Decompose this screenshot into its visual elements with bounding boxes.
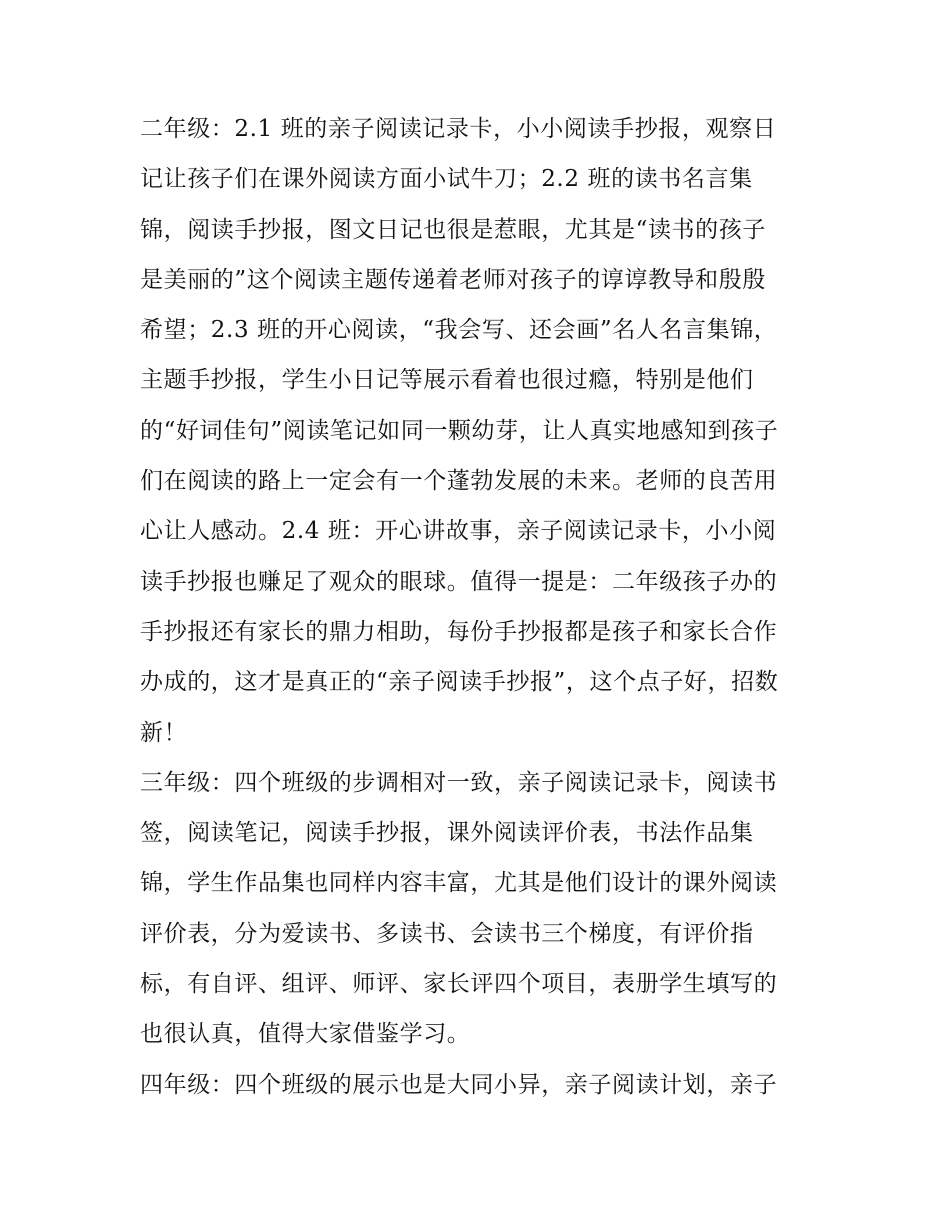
text-line: 评价表，分为爱读书、多读书、会读书三个梯度，有评价指 xyxy=(140,920,754,947)
text-line: 四年级：四个班级的展示也是大同小异，亲子阅读计划，亲子 xyxy=(140,1071,778,1098)
text-line: 读手抄报也赚足了观众的眼球。值得一提是：二年级孩子办的 xyxy=(140,568,778,595)
text-line: 新！ xyxy=(140,719,188,746)
text-line: 签，阅读笔记，阅读手抄报，课外阅读评价表，书法作品集 xyxy=(140,820,754,847)
text-line: 三年级：四个班级的步调相对一致，亲子阅读记录卡，阅读书 xyxy=(140,769,778,796)
document-body xyxy=(140,104,820,1110)
text-line: 手抄报还有家长的鼎力相助，每份手抄报都是孩子和家长合作 xyxy=(140,618,778,645)
text-line: 是美丽的”这个阅读主题传递着老师对孩子的谆谆教导和殷殷 xyxy=(140,266,766,293)
text-line: 主题手抄报，学生小日记等展示看着也很过瘾，特别是他们 xyxy=(140,367,754,394)
text-line: 的“好词佳句”阅读笔记如同一颗幼芽，让人真实地感知到孩子 xyxy=(140,417,779,444)
text-line: 办成的，这才是真正的“亲子阅读手抄报”，这个点子好，招数 xyxy=(140,669,779,696)
text-line: 希望；2.3 班的开心阅读，“我会写、还会画”名人名言集锦， xyxy=(140,317,778,344)
text-line: 二年级：2.1 班的亲子阅读记录卡，小小阅读手抄报，观察日 xyxy=(140,116,777,142)
text-line: 标，有自评、组评、师评、家长评四个项目，表册学生填写的 xyxy=(140,971,778,998)
text-line: 记让孩子们在课外阅读方面小试牛刀；2.2 班的读书名言集 xyxy=(140,166,753,193)
text-line: 锦，阅读手抄报，图文日记也很是惹眼，尤其是“读书的孩子 xyxy=(140,216,766,243)
text-line: 们在阅读的路上一定会有一个蓬勃发展的未来。老师的良苦用 xyxy=(140,468,778,495)
text-line: 心让人感动。2.4 班：开心讲故事，亲子阅读记录卡，小小阅 xyxy=(140,518,777,545)
text-line: 也很认真，值得大家借鉴学习。 xyxy=(140,1021,471,1048)
text-line: 锦，学生作品集也同样内容丰富，尤其是他们设计的课外阅读 xyxy=(140,870,778,897)
